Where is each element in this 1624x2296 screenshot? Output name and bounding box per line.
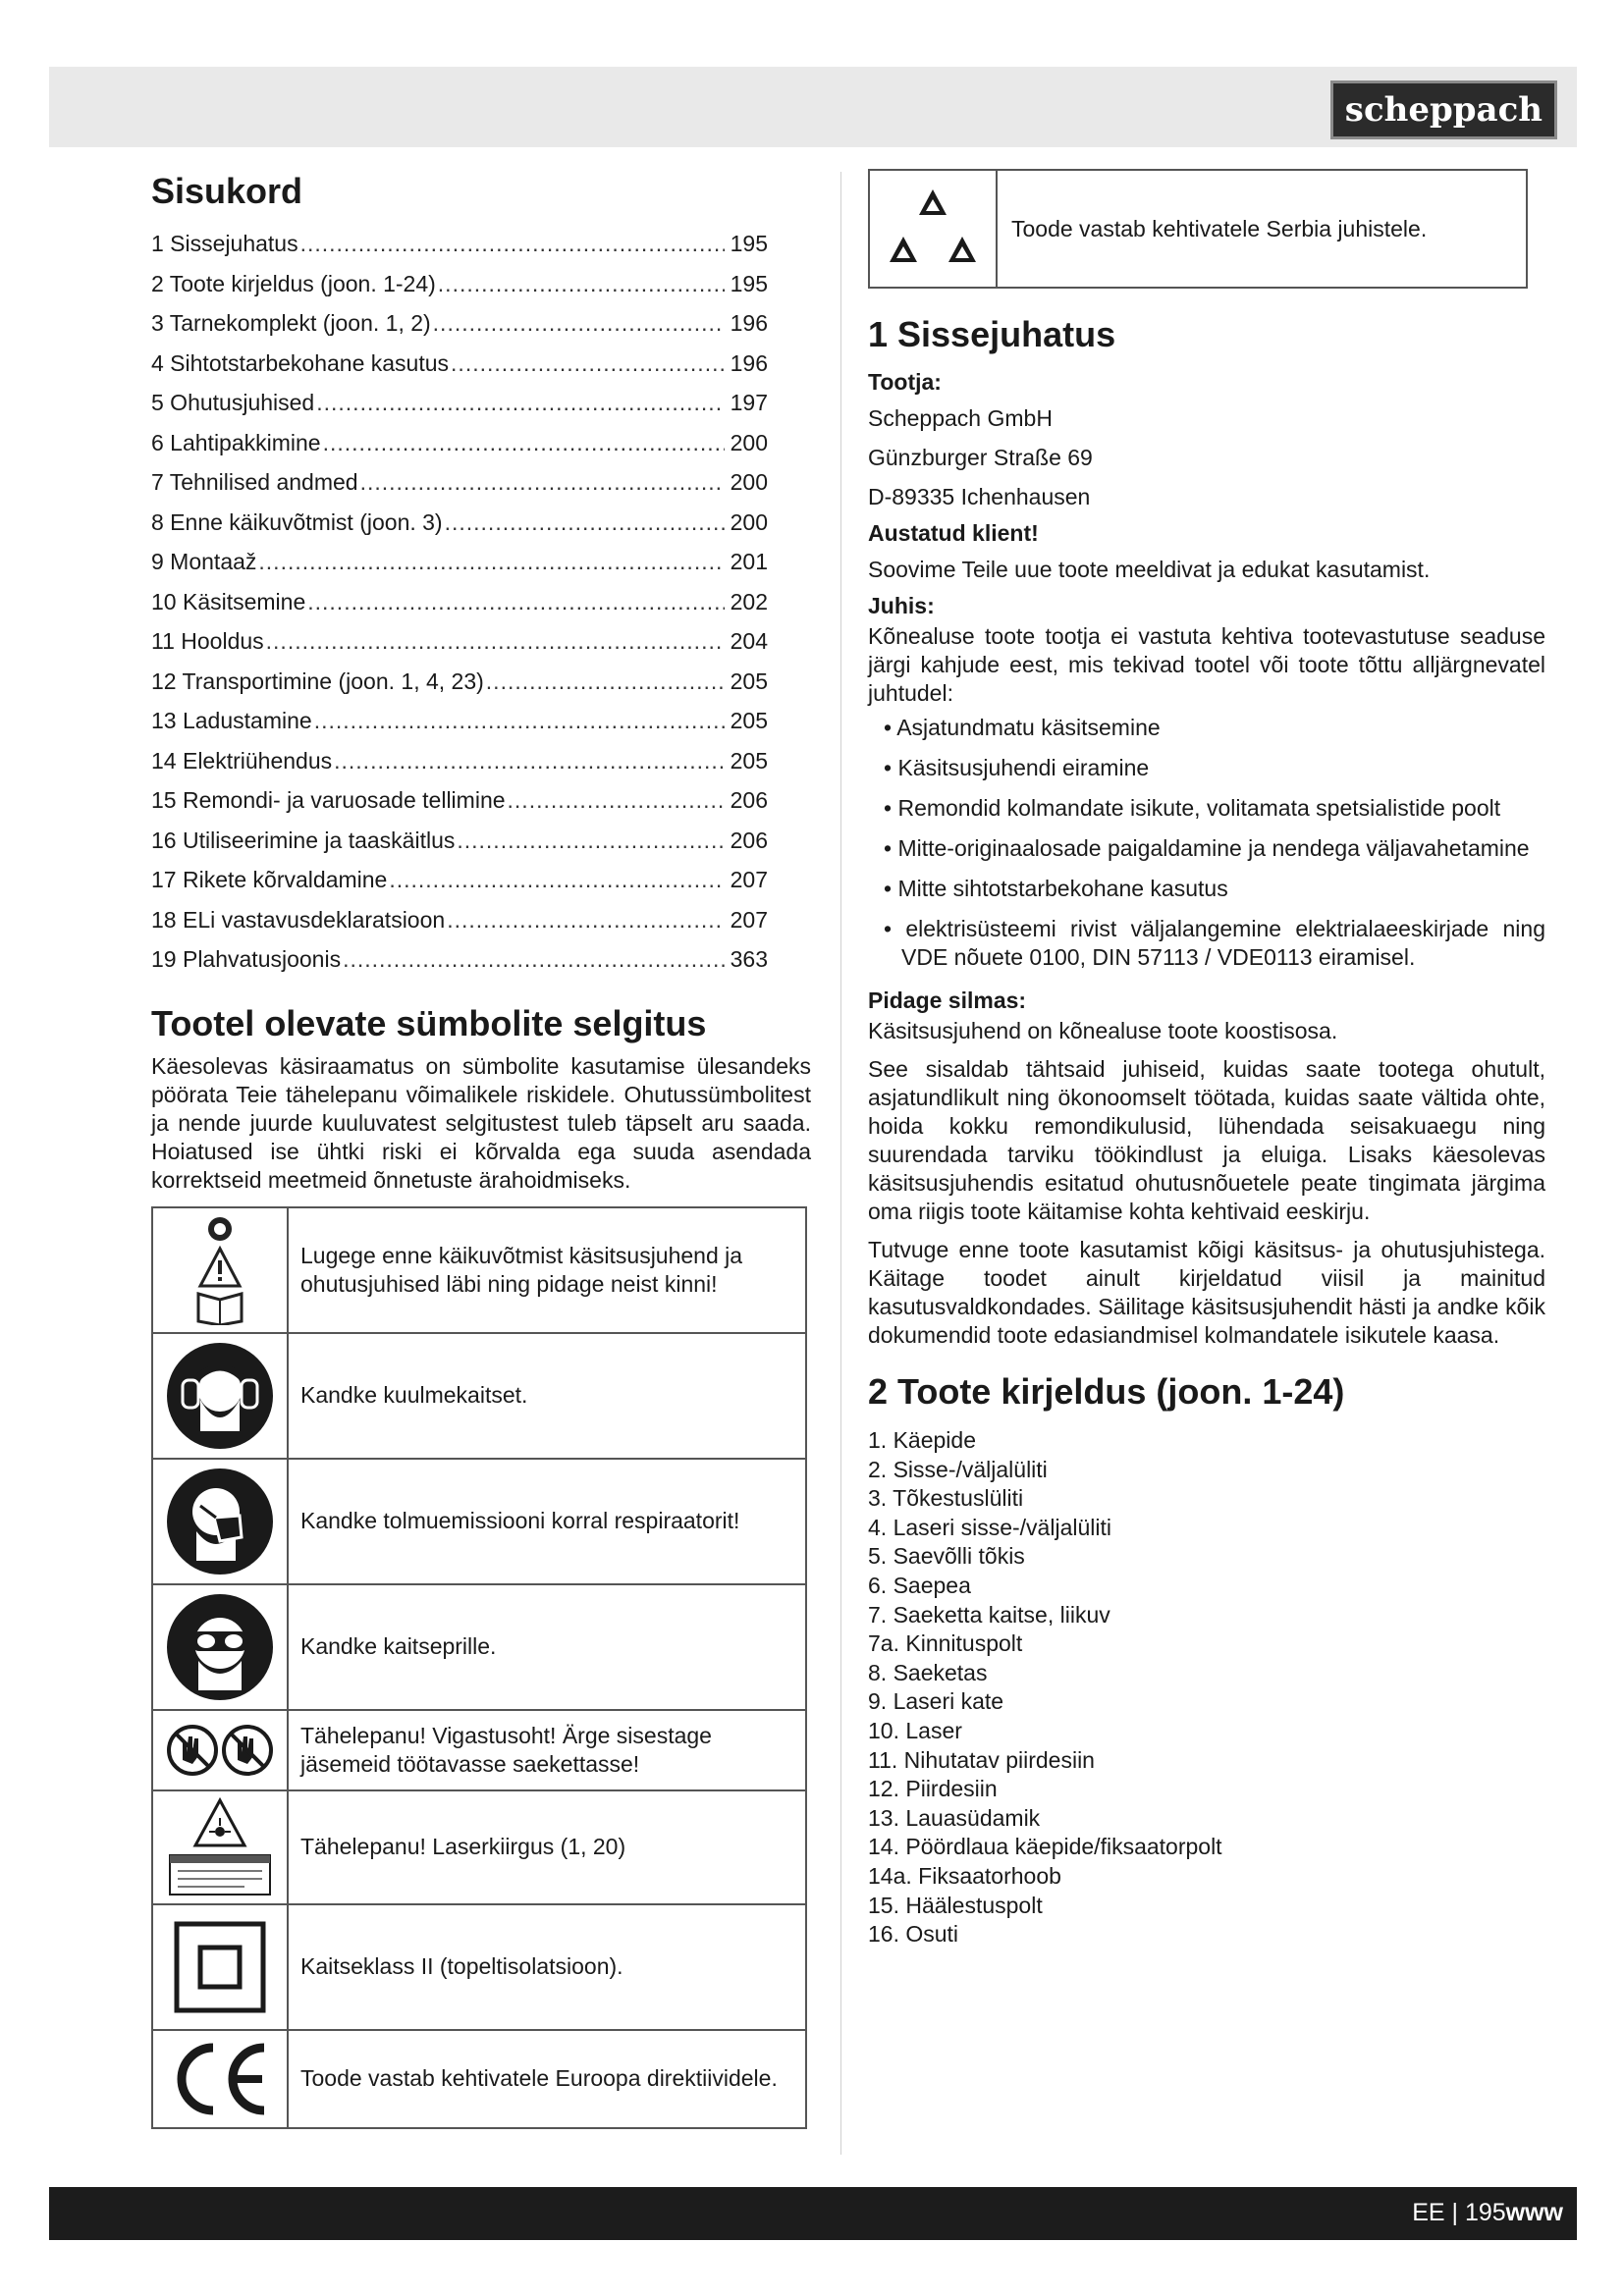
toc-item-title: 18 ELi vastavusdeklaratsioon [151, 906, 446, 933]
toc-item-page: 363 [730, 946, 768, 972]
toc-leader-dots [438, 264, 725, 304]
list-item: • Mitte-originaalosade paigaldamine ja nendega väljavahetamine [884, 834, 1545, 863]
toc-item-page: 201 [730, 549, 768, 574]
list-item: • Remondid kolmandate isikute, volitamata spetsialistide poolt [884, 794, 1545, 823]
toc-item-title: 17 Rikete kõrvaldamine [151, 867, 388, 892]
description-title: 2 Toote kirjeldus (joon. 1-24) [868, 1371, 1345, 1412]
protection-class-ii-icon [152, 1904, 288, 2030]
list-item: • Käsitsusjuhendi eiramine [884, 754, 1545, 782]
toc-leader-dots [343, 939, 725, 980]
list-item: 10. Laser [868, 1717, 962, 1743]
symbol-row [152, 1459, 806, 1584]
toc-item-page: 206 [730, 827, 768, 853]
toc-item[interactable] [151, 741, 768, 781]
toc-leader-dots [323, 423, 725, 463]
symbol-text: Kandke tolmuemissiooni korral respiraatorit! [288, 1459, 806, 1584]
list-item: 3. Tõkestuslüliti [868, 1485, 1024, 1512]
serbia-notice [868, 169, 1528, 289]
brand-logo: scheppach [1330, 80, 1557, 139]
symbol-row [152, 2030, 806, 2128]
toc-leader-dots [457, 821, 724, 861]
attention-paragraph: Tutvuge enne toote kasutamist kõigi käsitsus- ja ohutusjuhistega. Käitage toodet ainult kirjeldatud viisil ja mainitud kasutusvaldkondades. Säilitage käsitsusjuhendit hästi ja andke kõik dokumendid toote edasiandmisel kolmandatele isikutele kaasa. [868, 1237, 1545, 1348]
toc-item-title: 14 Elektriühendus [151, 747, 333, 774]
list-item: 5. Saevõlli tõkis [868, 1543, 1025, 1570]
symbol-row [152, 1790, 806, 1904]
toc-item-title: 15 Remondi- ja varuosade tellimine [151, 787, 506, 813]
liability-bullets [868, 714, 1545, 972]
toc-leader-dots [316, 383, 724, 423]
toc-list [151, 224, 811, 980]
toc-item-page: 206 [730, 787, 768, 813]
footer-page-text: EE | 195 [1412, 2199, 1506, 2226]
toc-item[interactable] [151, 423, 768, 463]
manufacturer-label: Tootja: [868, 369, 942, 395]
symbols-title: Tootel olevate sümbolite selgitus [151, 1002, 707, 1043]
manufacturer-line: Scheppach GmbH [868, 405, 1053, 431]
safety-goggles-icon [152, 1584, 288, 1710]
toc-item[interactable] [151, 383, 768, 423]
toc-leader-dots [447, 900, 724, 940]
column-divider [840, 172, 841, 2155]
list-item: • Mitte sihtotstarbekohane kasutus [884, 875, 1545, 903]
toc-leader-dots [314, 701, 725, 741]
serbia-conformity-icon [870, 171, 998, 287]
toc-item-page: 197 [730, 390, 768, 415]
list-item: 8. Saeketas [868, 1659, 988, 1685]
toc-item[interactable] [151, 701, 768, 741]
symbol-text: Kandke kaitseprille. [288, 1584, 806, 1710]
toc-leader-dots [451, 344, 725, 384]
symbol-row [152, 1333, 806, 1459]
list-item: 13. Lauasüdamik [868, 1804, 1041, 1831]
list-item: 15. Häälestuspolt [868, 1892, 1043, 1918]
toc-item[interactable] [151, 662, 768, 702]
list-item: 1. Käepide [868, 1427, 976, 1453]
toc-item-title: 3 Tarnekomplekt (joon. 1, 2) [151, 310, 431, 336]
toc-item[interactable] [151, 621, 768, 662]
toc-item-page: 205 [730, 747, 768, 774]
list-item: 6. Saepea [868, 1572, 971, 1598]
toc-item-page: 207 [730, 867, 768, 892]
hearing-protection-icon [152, 1333, 288, 1459]
note-text: Kõnealuse toote tootja ei vastuta kehtiva tootevastutuse seaduse järgi kahjude eest, mis tekivad tootel või toote tõttu alljärgnevatel juhtudel: [868, 623, 1545, 706]
symbols-intro: Käesolevas käsiraamatus on sümbolite kasutamise ülesandeks pöörata Teie tähelepanu võimalikele riskidele. Ohutussümbolitest ja nende juurde kuuluvatest selgitustest tuleb täpselt aru saada. Hoiatused ise ühtki riski ei kõrvalda ega suuda asendada korrektseid meetmeid õnnetuste ärahoidmiseks. [151, 1052, 811, 1193]
list-item: 16. Osuti [868, 1921, 959, 1948]
toc-item-title: 4 Sihtotstarbekohane kasutus [151, 349, 450, 376]
toc-leader-dots [433, 303, 725, 344]
toc-leader-dots [486, 662, 725, 702]
footer-bar [49, 2187, 1577, 2240]
toc-item[interactable] [151, 542, 768, 582]
symbol-row [152, 1207, 806, 1333]
toc-item-title: 8 Enne käikuvõtmist (joon. 3) [151, 508, 443, 535]
symbols-table [151, 1206, 807, 2129]
symbol-row [152, 1904, 806, 2030]
toc-item-page: 196 [730, 310, 768, 336]
toc-item-title: 16 Utiliseerimine ja taaskäitlus [151, 827, 456, 853]
page-number [1412, 2199, 1563, 2227]
customer-text: Soovime Teile uue toote meeldivat ja edukat kasutamist. [868, 557, 1431, 582]
toc-item-page: 205 [730, 708, 768, 733]
customer-label: Austatud klient! [868, 520, 1039, 546]
toc-item-title: 1 Sissejuhatus [151, 231, 298, 256]
left-column [151, 167, 811, 2129]
note-label: Juhis: [868, 593, 935, 618]
toc-item[interactable] [151, 503, 768, 543]
right-column [868, 169, 1545, 1949]
respirator-icon [152, 1459, 288, 1584]
list-item: 14a. Fiksaatorhoob [868, 1862, 1061, 1889]
laser-warning-icon [152, 1790, 288, 1904]
toc-item-title: 6 Lahtipakkimine [151, 429, 321, 455]
symbol-text: Kandke kuulmekaitset. [288, 1333, 806, 1459]
toc-item-title: 11 Hooldus [151, 628, 264, 654]
header-bar [49, 67, 1577, 147]
footer-url-fragment: www [1505, 2199, 1563, 2226]
attention-paragraph: See sisaldab tähtsaid juhiseid, kuidas saate tootega ohutult, asjatundlikult ning ökonoomselt töötada, kuidas saate vältida ohte, hoida kokku remondikulusid, lühendada seisakuaegu ning suurendada tarviku töökindlust ja eluiga. Lisaks käesolevas käsitsusjuhendis esitatud ohutusnõuetele peate tingimata järgima oma riigis toote käitamise kohta kehtivaid eeskirju. [868, 1056, 1545, 1224]
toc-leader-dots [508, 780, 725, 821]
toc-item-page: 207 [730, 906, 768, 933]
toc-item[interactable] [151, 780, 768, 821]
toc-item-title: 12 Transportimine (joon. 1, 4, 23) [151, 667, 484, 694]
toc-item-title: 2 Toote kirjeldus (joon. 1-24) [151, 270, 436, 296]
no-hands-icon [152, 1710, 288, 1790]
parts-list [868, 1426, 1545, 1949]
list-item: 4. Laseri sisse-/väljalüliti [868, 1514, 1111, 1540]
toc-leader-dots [334, 741, 725, 781]
toc-item[interactable] [151, 900, 768, 940]
toc-title: Sisukord [151, 171, 303, 211]
list-item: 7a. Kinnituspolt [868, 1630, 1023, 1657]
intro-title: 1 Sissejuhatus [868, 314, 1116, 354]
toc-leader-dots [300, 224, 725, 264]
toc-leader-dots [445, 503, 725, 543]
toc-item[interactable] [151, 224, 768, 264]
toc-item[interactable] [151, 582, 768, 622]
ce-mark-icon [152, 2030, 288, 2128]
toc-item-page: 202 [730, 588, 768, 614]
toc-item-page: 200 [730, 508, 768, 535]
toc-item-page: 195 [730, 270, 768, 296]
toc-leader-dots [360, 462, 725, 503]
symbol-text: Toode vastab kehtivatele Euroopa direktiividele. [288, 2030, 806, 2128]
serbia-text: Toode vastab kehtivatele Serbia juhistele. [1011, 215, 1428, 241]
attention-label: Pidage silmas: [868, 988, 1027, 1013]
toc-item-page: 200 [730, 429, 768, 455]
list-item: 11. Nihutatav piirdesiin [868, 1746, 1095, 1773]
toc-item-page: 205 [730, 667, 768, 694]
list-item: 2. Sisse-/väljalüliti [868, 1456, 1048, 1482]
list-item: 14. Pöördlaua käepide/fiksaatorpolt [868, 1834, 1222, 1860]
symbol-row [152, 1710, 806, 1790]
toc-item-title: 9 Montaaž [151, 549, 257, 574]
list-item: • elektrisüsteemi rivist väljalangemine elektrialaeeskirjade ning VDE nõuete 0100, DIN 57113 / VDE0113 eiramisel. [884, 915, 1545, 972]
list-item: 9. Laseri kate [868, 1688, 1004, 1715]
toc-item-page: 204 [730, 628, 768, 654]
toc-leader-dots [389, 860, 724, 900]
toc-item[interactable] [151, 821, 768, 861]
toc-leader-dots [258, 542, 724, 582]
toc-leader-dots [307, 582, 724, 622]
toc-item-title: 13 Ladustamine [151, 708, 312, 733]
read-manual-icon [152, 1207, 288, 1333]
toc-item-page: 196 [730, 349, 768, 376]
toc-item-title: 10 Käsitsemine [151, 588, 306, 614]
toc-item-title: 19 Plahvatusjoonis [151, 946, 342, 972]
attention-paragraph: Käsitsusjuhend on kõnealuse toote koostisosa. [868, 1018, 1338, 1043]
symbol-text: Tähelepanu! Vigastusoht! Ärge sisestage jäsemeid töötavasse saekettasse! [288, 1710, 806, 1790]
toc-item-page: 200 [730, 469, 768, 495]
manufacturer-line: Günzburger Straße 69 [868, 445, 1093, 470]
toc-item[interactable] [151, 939, 768, 980]
list-item: • Asjatundmatu käsitsemine [884, 714, 1545, 742]
manufacturer-line: D-89335 Ichenhausen [868, 484, 1091, 509]
toc-leader-dots [266, 621, 725, 662]
symbol-text: Tähelepanu! Laserkiirgus (1, 20) [288, 1790, 806, 1904]
symbol-text: Lugege enne käikuvõtmist käsitsusjuhend ja ohutusjuhised läbi ning pidage neist kinni! [288, 1207, 806, 1333]
list-item: 12. Piirdesiin [868, 1776, 998, 1802]
toc-item-title: 5 Ohutusjuhised [151, 390, 315, 415]
toc-item[interactable] [151, 860, 768, 900]
toc-item-page: 195 [730, 231, 768, 256]
symbol-text: Kaitseklass II (topeltisolatsioon). [288, 1904, 806, 2030]
toc-item[interactable] [151, 264, 768, 304]
list-item: 7. Saeketta kaitse, liikuv [868, 1601, 1110, 1628]
symbol-row [152, 1584, 806, 1710]
toc-item[interactable] [151, 303, 768, 344]
toc-item-title: 7 Tehnilised andmed [151, 469, 358, 495]
toc-item[interactable] [151, 462, 768, 503]
toc-item[interactable] [151, 344, 768, 384]
